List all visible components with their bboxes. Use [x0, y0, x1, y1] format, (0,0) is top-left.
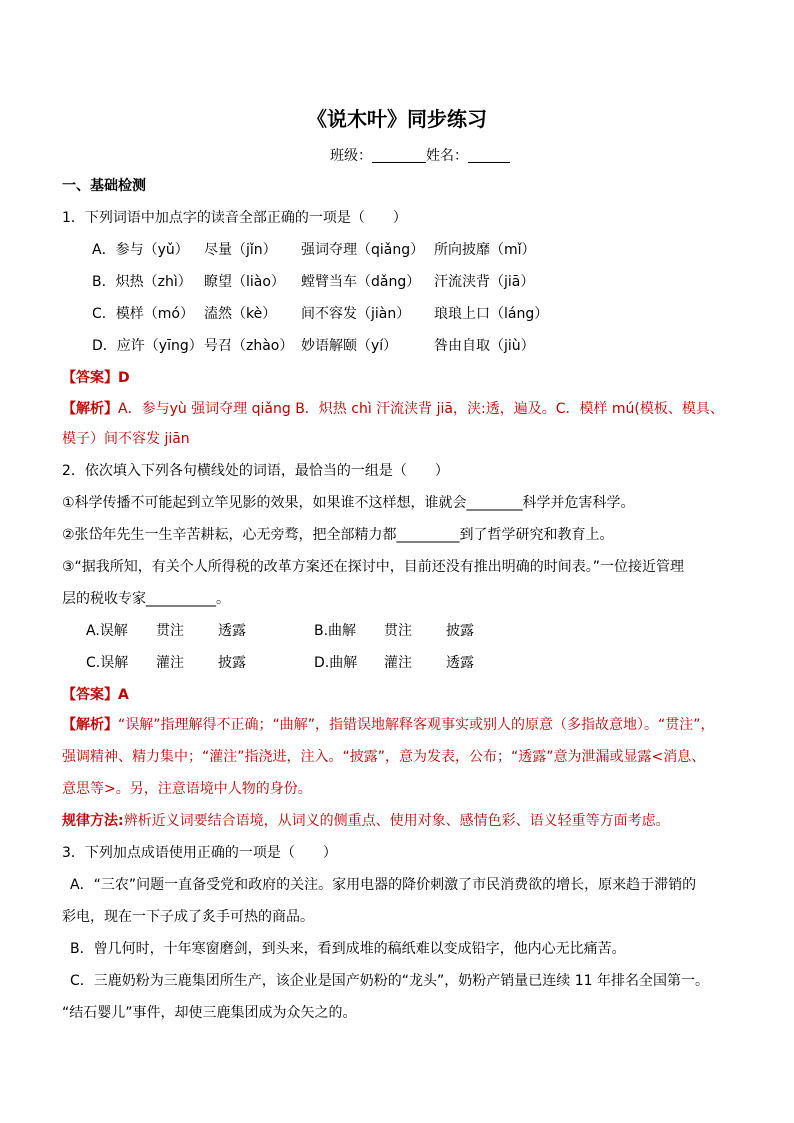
q2-sentence-3-cont: 层的税收专家__________。	[62, 591, 230, 607]
q2-analysis: 【解析】“误解”指理解得不正确；“曲解”，指错误地解释客观事实或别人的原意（多指故意地）。“贯注”，	[62, 717, 715, 733]
q2-sentence-3: ③“据我所知，有关个人所得税的改革方案还在探讨中，目前还没有推出明确的时间表。”一位接近管理	[62, 559, 685, 575]
class-label: 班级：	[330, 148, 372, 164]
q1-option-d: D．应许（yīng）号召（zhào） 妙语解颐（yí） 咎由自取（jiù）	[92, 338, 535, 354]
q2-sentence-1: ①科学传播不可能起到立竿见影的效果，如果谁不这样想，谁就会________科学并危害科学。	[62, 495, 635, 511]
q2-option-row-1: A.误解 贯注 透露 B.曲解 贯注 披露	[86, 623, 474, 639]
q3-option-c-cont: “结石婴儿”事件，却使三鹿集团成为众矢之的。	[62, 1005, 357, 1021]
name-label: 姓名：	[426, 148, 468, 164]
q1-analysis: 【解析】A．参与yù 强词夺理 qiǎng B．炽热 chì 汗流浃背 jiā，浃:透，遍及。C．模样 mú(模板、模具、	[62, 401, 724, 417]
q1-option-c: C．模样（mó） 溘然（kè） 间不容发（jiàn） 琅琅上口（láng）	[92, 306, 549, 322]
q2-sentence-2: ②张岱年先生一生辛苦耕耘，心无旁骛，把全部精力都_________到了哲学研究和教育上。	[62, 527, 614, 543]
section-heading: 一、基础检测	[62, 178, 146, 194]
name-blank[interactable]	[468, 148, 510, 163]
q2-stem: 2．依次填入下列各句横线处的词语，最恰当的一组是（ ）	[62, 463, 449, 479]
q3-stem: 3．下列加点成语使用正确的一项是（ ）	[62, 845, 337, 861]
class-blank[interactable]	[372, 148, 426, 163]
class-name-line	[330, 145, 510, 165]
q1-option-b: B．炽热（zhì） 瞭望（liào） 螳臂当车（dǎng） 汗流浃背（jiā）	[92, 274, 535, 290]
q2-analysis-cont-1: 强调精神、精力集中；“灌注”指浇进，注入。“披露”，意为发表，公布；“透露”意为泄漏或显露<消息、	[62, 749, 706, 765]
q2-answer: 【答案】A	[62, 687, 129, 703]
page-title: 《说木叶》同步练习	[307, 107, 487, 131]
q3-option-a-cont: 彩电，现在一下子成了炙手可热的商品。	[62, 909, 314, 925]
q1-answer: 【答案】D	[62, 370, 130, 386]
q1-analysis-cont: 模子）间不容发 jiān	[62, 431, 190, 447]
q1-stem: 1．下列词语中加点字的读音全部正确的一项是（ ）	[62, 210, 407, 226]
q3-option-b: B．曾几何时，十年寒窗磨剑，到头来，看到成堆的稿纸难以变成铅字，他内心无比痛苦。	[70, 941, 626, 957]
q2-analysis-cont-2: 意思等>。另，注意语境中人物的身份。	[62, 781, 312, 797]
q3-option-a: A．“三农”问题一直备受党和政府的关注。家用电器的降价刺激了市民消费欲的增长，原来趋于滞销的	[70, 877, 697, 893]
q2-option-row-2: C.误解 灌注 披露 D.曲解 灌注 透露	[86, 655, 474, 671]
q1-option-a: A．参与（yǔ） 尽量（jǐn） 强词夺理（qiǎng） 所向披靡（mǐ）	[92, 242, 536, 258]
q3-option-c: C．三鹿奶粉为三鹿集团所生产，该企业是国产奶粉的“龙头”，奶粉产销量已连续 11 年排名全国第一。	[70, 973, 709, 989]
q2-method: 规律方法:辨析近义词要结合语境，从词义的侧重点、使用对象、感情色彩、语义轻重等方面考虑。	[62, 813, 670, 829]
